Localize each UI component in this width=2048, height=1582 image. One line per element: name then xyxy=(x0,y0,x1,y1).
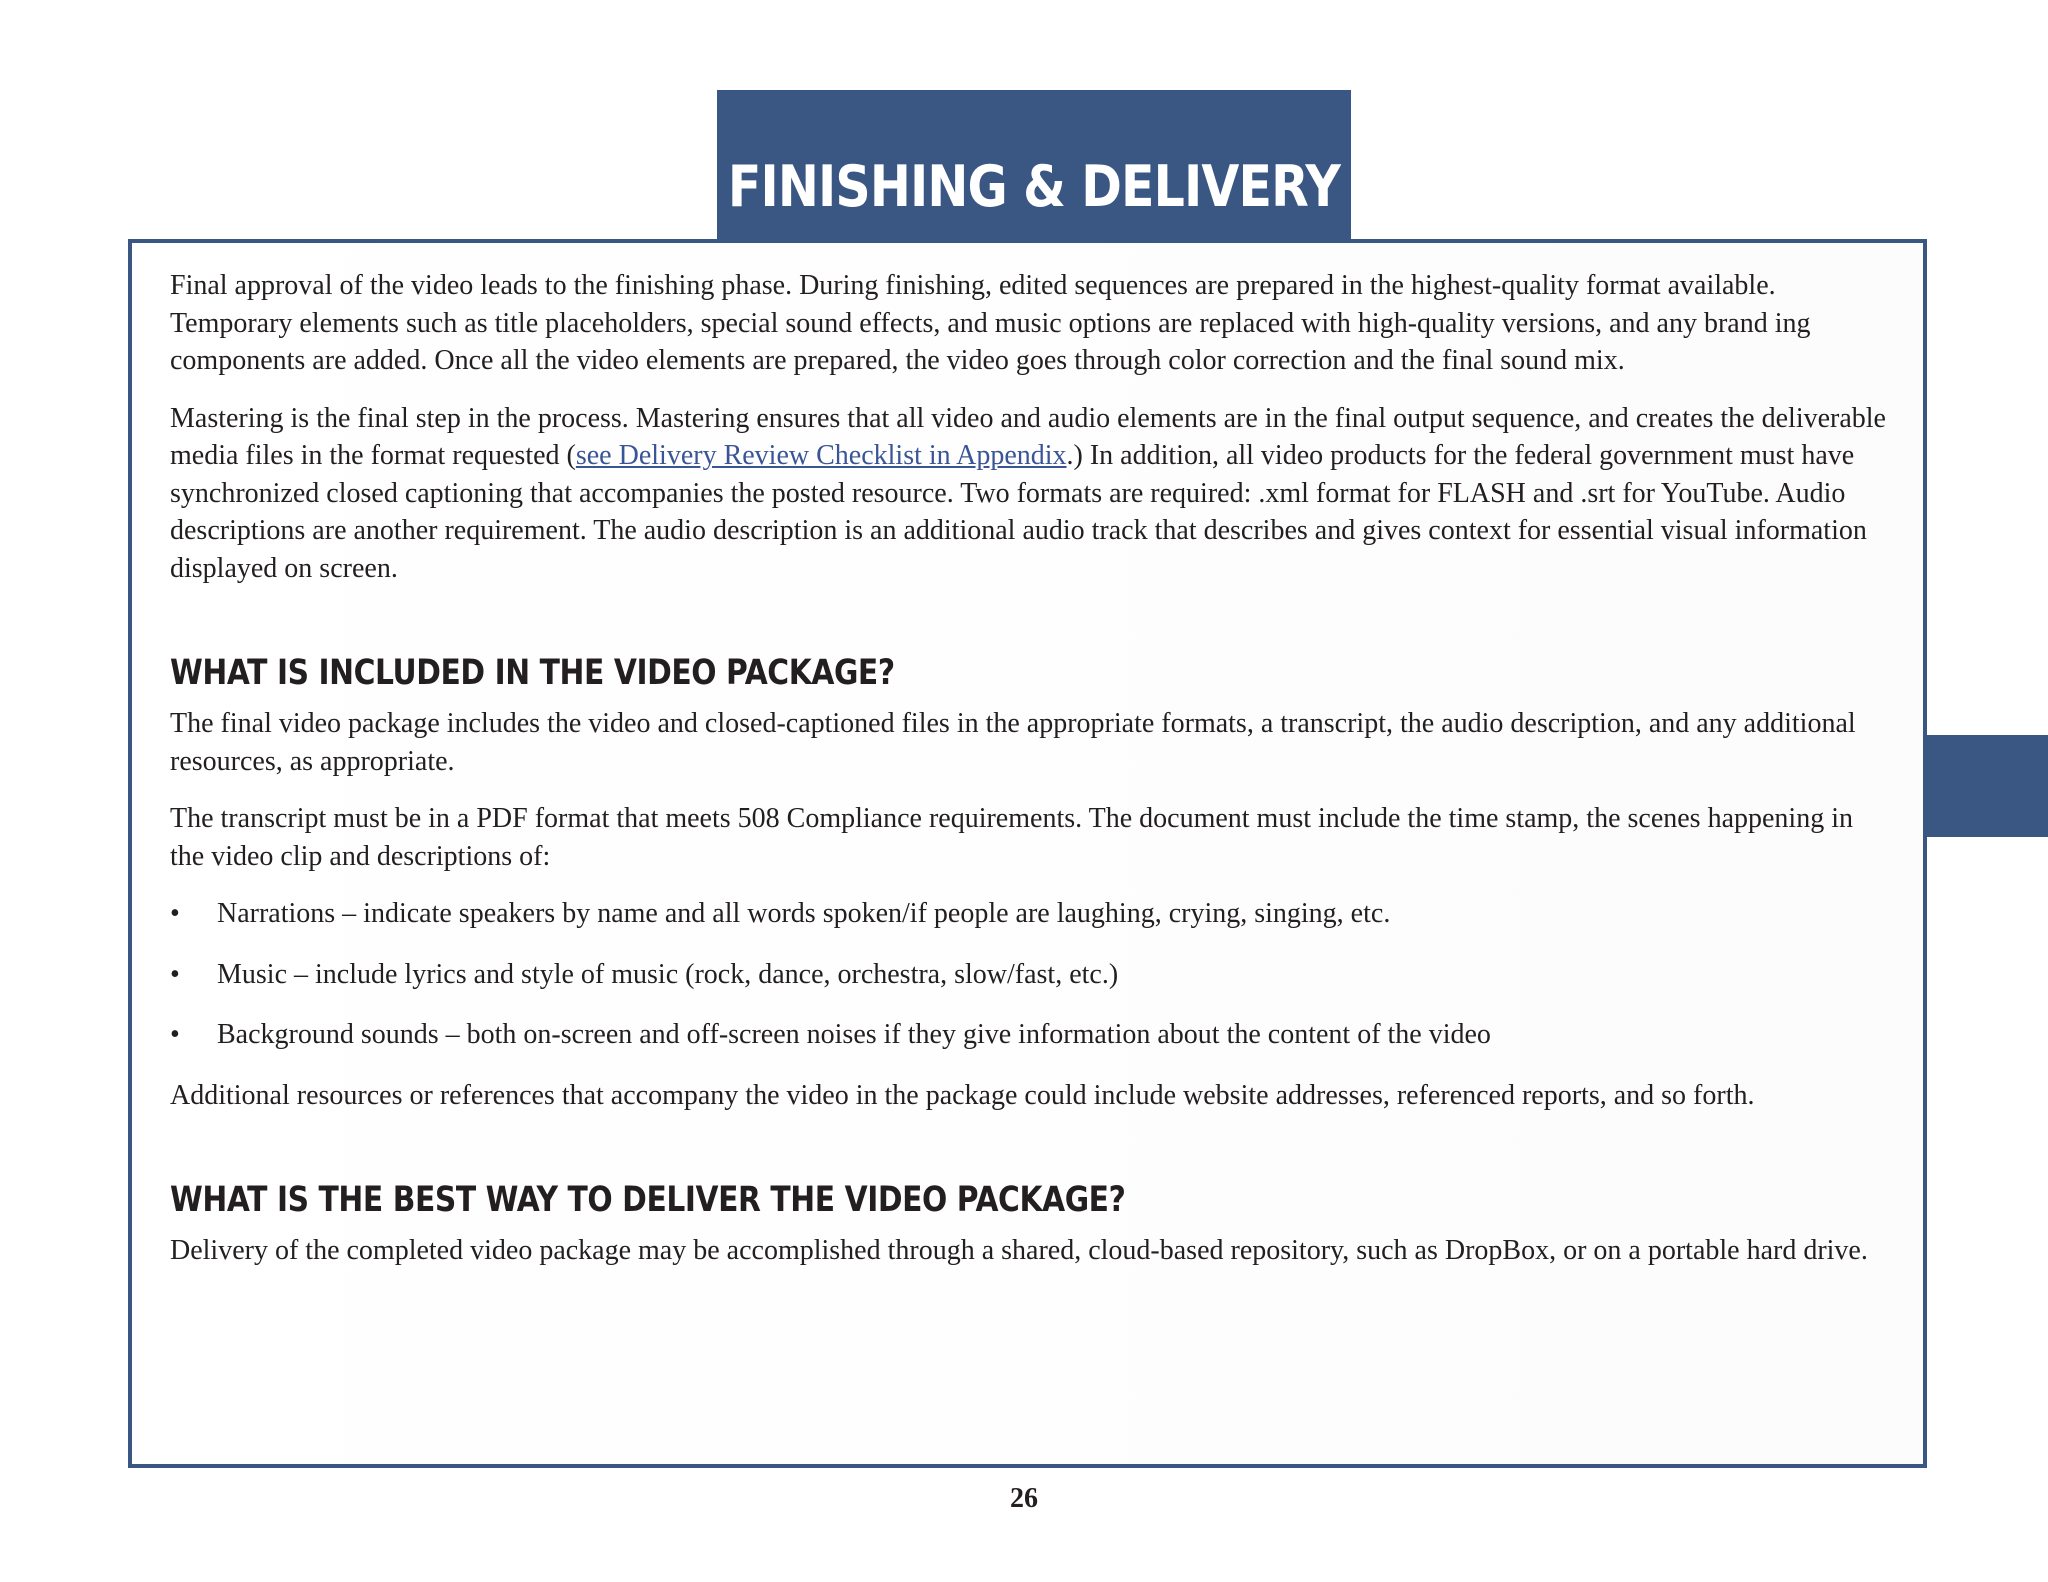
title-banner xyxy=(717,90,1351,242)
section-heading-delivery: WHAT IS THE BEST WAY TO DELIVER THE VIDEO PACKAGE? xyxy=(170,1180,1126,1220)
list-item xyxy=(170,1016,1889,1054)
section-heading-video-package: WHAT IS INCLUDED IN THE VIDEO PACKAGE? xyxy=(170,653,895,693)
video-package-paragraph-3: Additional resources or references that accompany the video in the package could include website addresses, referenced reports, and so forth. xyxy=(170,1079,1755,1111)
intro-paragraph-1: Final approval of the video leads to the finishing phase. During finishing, edited sequences are prepared in the highest-quality format available. Temporary elements such as title placeholders, special sound effects, and music options are replaced with high-quality versions, and any brand ing components are added. Once all the video elements are prepared, the video goes through color correction and the final sound mix. xyxy=(170,270,1811,376)
bullet-icon: • xyxy=(170,1019,180,1050)
list-item-text: Music – include lyrics and style of music (rock, dance, orchestra, slow/fast, etc.) xyxy=(217,958,1119,990)
list-item xyxy=(170,895,1889,933)
transcript-requirements-list xyxy=(170,895,1889,1054)
intro-paragraph-2-end: .) In addition, all video products for the federal government must have synchronized closed captioning that accompanies the posted resource. Two formats are required: .xml format for FLASH and .srt for YouTube. Audio descriptions are another requirement. The audio description is an additional audio track that describes and gives context for essential visual information displayed on screen. xyxy=(170,440,1867,584)
list-item-text: Narrations – indicate speakers by name and all words spoken/if people are laughing, crying, singing, etc. xyxy=(217,898,1391,929)
list-item-text: Background sounds – both on-screen and off-screen noises if they give information about the content of the video xyxy=(217,1019,1491,1050)
bullet-icon: • xyxy=(170,898,180,929)
bullet-icon: • xyxy=(170,958,180,990)
intro-paragraph-2-start: Mastering is the final step in the process. Mastering ensures that all video and audio elements are in the final output sequence, and creates the deliverable media files in the format requested ( xyxy=(170,402,1886,471)
video-package-paragraph-1: The final video package includes the video and closed-captioned files in the appropriate formats, a transcript, the audio description, and any additional resources, as appropriate. xyxy=(170,708,1856,777)
page-title: FINISHING & DELIVERY xyxy=(727,154,1341,220)
content-panel xyxy=(128,239,1927,1468)
video-package-paragraph-2: The transcript must be in a PDF format that meets 508 Compliance requirements. The document must include the time stamp, the scenes happening in the video clip and descriptions of: xyxy=(170,803,1853,872)
delivery-paragraph: Delivery of the completed video package may be accomplished through a shared, cloud-based repository, such as DropBox, or on a portable hard drive. xyxy=(170,1235,1868,1266)
section-side-tab xyxy=(1926,735,2048,837)
delivery-checklist-link[interactable]: see Delivery Review Checklist in Appendix xyxy=(575,440,1067,471)
list-item xyxy=(170,956,1889,994)
intro-paragraph-2 xyxy=(170,400,1889,588)
page-number: 26 xyxy=(1010,1483,1038,1514)
